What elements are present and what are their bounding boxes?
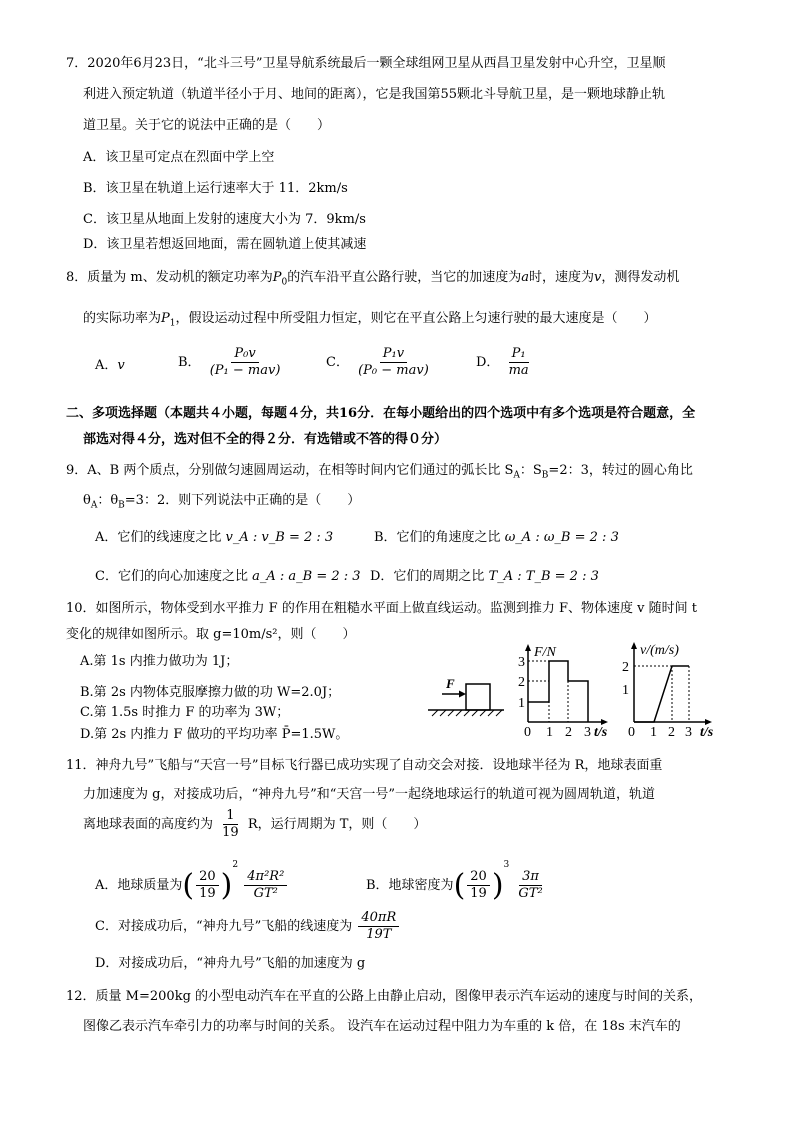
force-time-graph: [512, 640, 612, 740]
f-graph-guide-lines: [528, 661, 568, 722]
f-graph-ytick-1: 1: [518, 696, 525, 711]
q11-stem-line1: 11．神舟九号”飞船与“天宫一号”目标飞行器已成功实现了自动交会对接．设地球半径为 R，地球表面重: [66, 758, 663, 773]
q11-c-fraction: $\frac{40\pi R}{19T}$: [358, 910, 399, 943]
v-graph-ytick-1: 1: [622, 683, 629, 698]
q7-stem-line1: 7．2020年6月23日，“北斗三号”卫星导航系统最后一颗全球组网卫星从西昌卫星发射中心升空，卫星顺: [66, 56, 666, 71]
q12-stem-line1: 12．质量 M=200kg 的小型电动汽车在平直的公路上由静止启动，图像甲表示汽车运动的速度与时间的关系，: [66, 989, 703, 1004]
q10-option-d: D.第 2s 内推力 F 做功的平均功率 P̄=1.5W。: [80, 727, 349, 742]
v-graph-ytick-2: 2: [622, 660, 629, 675]
q7-option-d: D．该卫星若想返回地面，需在圆轨道上使其减速: [83, 237, 367, 252]
q9-stem-line2: $\theta_A$：$\theta_B=3$：2．则下列说法中正确的是（ ）: [83, 493, 361, 511]
f-graph-y-label: F/N: [534, 645, 556, 660]
f-graph-xtick-2: 2: [565, 725, 572, 740]
ground-hatching: [432, 710, 502, 716]
q11-option-a: A．地球质量为( $\frac{20}{19}$ )$^2$ $\frac{\text{4π²R²}}{\text{GT²}}$: [95, 860, 289, 903]
q8-option-b-fraction: $\frac{\text{P₀v}}{\text{(P₁ − mav)}}$: [209, 346, 281, 378]
q7-stem-line2: 利进入预定轨道（轨道半径小于月、地间的距离），它是我国第55颗北斗导航卫星，是一颗地球静止轨: [83, 87, 666, 102]
q8-option-c-fraction: $\frac{\text{P₁v}}{\text{(P₀ − mav)}}$: [358, 346, 429, 378]
q7-option-a: A．该卫星可定点在烈面中学上空: [83, 150, 275, 165]
q7-option-b: B．该卫星在轨道上运行速率大于 11．2km/s: [83, 181, 348, 196]
f-graph-xtick-0: 0: [524, 725, 531, 740]
block-push-diagram: [424, 672, 510, 722]
f-graph-xtick-1: 1: [546, 725, 553, 740]
block: [466, 684, 490, 710]
q9-option-a: A．它们的线速度之比 v_A : v_B = 2 : 3: [95, 530, 334, 545]
q10-stem-line1: 10．如图所示，物体受到水平推力 F 的作用在粗糙水平面上做直线运动。监测到推力 F、物体速度 v 随时间 t: [66, 601, 697, 616]
v-graph-xtick-3: 3: [685, 725, 692, 740]
q11-option-d: D．对接成功后，“神舟九号”飞船的加速度为 g: [95, 956, 366, 971]
q8-option-b: B． $\frac{\text{P₀v}}{\text{(P₁ − mav)}}$: [178, 346, 285, 379]
v-graph-y-arrow: [631, 642, 637, 649]
q9-option-b: B．它们的角速度之比 ω_A : ω_B = 2 : 3: [374, 530, 619, 545]
q11-b-fraction: $\frac{3\pi}{\text{GT²}}$: [518, 869, 543, 901]
f-graph-ytick-3: 3: [518, 655, 525, 670]
q11-stem-line2: 力加速度为 g，对接成功后，“神舟九号”和“天宫一号”一起绕地球运行的轨道可视为圆周轨道，轨道: [83, 787, 656, 802]
v-graph-xtick-2: 2: [668, 725, 675, 740]
q8-stem-line2: 的实际功率为$P_1$，假设运动过程中所受阻力恒定，则它在平直公路上匀速行驶的最大速度是（ ）: [83, 311, 657, 329]
q8-option-a: A．v: [95, 358, 125, 373]
v-graph-series: [634, 666, 689, 722]
f-graph-ytick-2: 2: [518, 675, 525, 690]
velocity-time-graph: [612, 636, 722, 740]
q8-option-d: D． $\frac{\text{P₁}}{ma}$: [476, 346, 534, 379]
q10-option-b: B.第 2s 内物体克服摩擦力做的功 W=2.0J；: [80, 685, 341, 700]
section-2-heading-line2: 部选对得４分，选对但不全的得２分．有选错或不答的得０分）: [83, 432, 448, 447]
q7-option-c: C．该卫星从地面上发射的速度大小为 7．9km/s: [83, 212, 366, 227]
q8-option-d-fraction: $\frac{\text{P₁}}{ma}$: [508, 346, 529, 378]
q8-option-c: C． $\frac{\text{P₁v}}{\text{(P₀ − mav)}}$: [326, 346, 434, 379]
q10-option-c: C.第 1.5s 时推力 F 的功率为 3W；: [80, 705, 290, 720]
q12-stem-line2: 图像乙表示汽车牵引力的功率与时间的关系。 设汽车在运动过程中阻力为车重的 k 倍，在 18s 末汽车的: [83, 1019, 681, 1034]
q8-stem-line1: 8．质量为 m、发动机的额定功率为$P_0$的汽车沿平直公路行驶，当它的加速度为a时，速度为v，测得发动机: [66, 270, 680, 288]
v-graph-xtick-1: 1: [650, 725, 657, 740]
v-graph-xtick-0: 0: [628, 725, 635, 740]
q11-stem-line3: 离地球表面的高度约为 $\frac{1}{19}$ R，运行周期为 T，则（ ）: [83, 808, 427, 840]
force-arrowhead: [459, 691, 466, 698]
v-graph-y-label: v/(m/s): [640, 643, 679, 658]
q10-stem-line2: 变化的规律如图所示。取 g=10m/s²，则（ ）: [66, 627, 356, 642]
v-graph-guide-lines: [634, 666, 689, 722]
f-graph-y-arrow: [525, 644, 531, 651]
v-graph-x-label: t/s: [700, 725, 714, 740]
f-graph-xtick-3: 3: [584, 725, 591, 740]
q11-a-ratio: $\frac{20}{19}$: [196, 869, 219, 902]
q11-height-fraction: $\frac{1}{19}$: [222, 808, 239, 840]
f-graph-x-label: t/s: [594, 725, 608, 740]
q10-option-a: A.第 1s 内推力做功为 1J；: [80, 654, 239, 669]
q11-option-b: B．地球密度为( $\frac{20}{19}$ )$^3$ $\frac{3\pi}{\text{GT²}}$: [366, 860, 548, 903]
section-2-heading-line1: 二、多项选择题（本题共４小题，每题４分，共16分．在每小题给出的四个选项中有多个选项是符合题意，全: [66, 406, 696, 421]
f-graph-series: [528, 661, 588, 722]
q11-b-ratio: $\frac{20}{19}$: [467, 869, 490, 902]
q7-stem-line3: 道卫星。关于它的说法中正确的是（ ）: [83, 118, 331, 133]
q9-stem-line1: 9．A、B 两个质点，分别做匀速圆周运动，在相等时间内它们通过的弧长比 $S_A$：$S_B=2$：3，转过的圆心角比: [66, 463, 693, 481]
q11-a-fraction: $\frac{\text{4π²R²}}{\text{GT²}}$: [244, 869, 287, 902]
q9-option-c: C．它们的向心加速度之比 a_A : a_B = 2 : 3: [95, 569, 361, 584]
q9-option-d: D．它们的周期之比 T_A : T_B = 2 : 3: [370, 569, 599, 584]
q11-option-c: C．对接成功后，“神舟九号”飞船的线速度为 $\frac{40\pi R}{19T}$: [95, 910, 401, 943]
force-label: F: [446, 676, 455, 691]
